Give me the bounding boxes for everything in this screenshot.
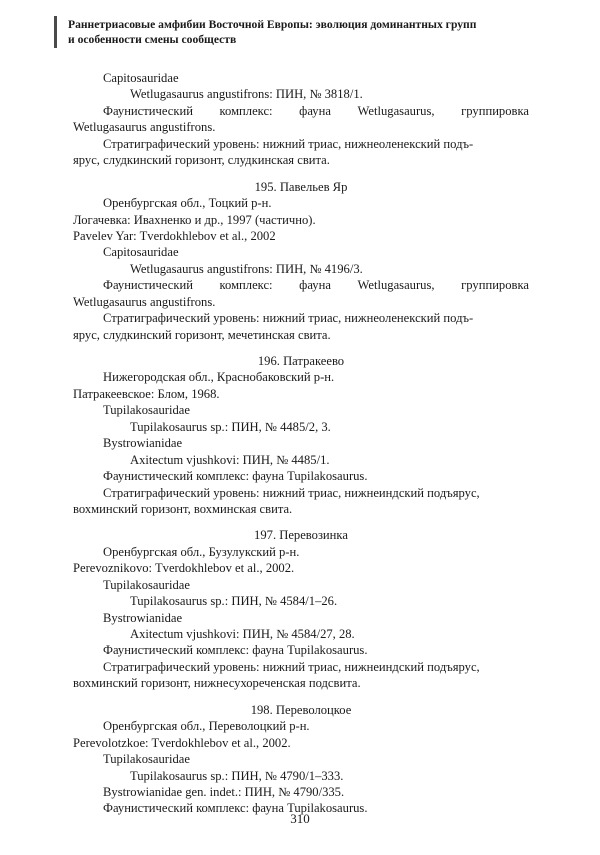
locality-entry-198 [73,702,529,817]
taxon-record: Tupilakosaurus sp.: ПИН, № 4790/1–333. [130,768,344,783]
family-name: Tupilakosauridae [103,752,190,767]
stratigraphic-level: Стратиграфический уровень: нижний триас, нижнеиндский подъярус, [103,659,480,674]
stratigraphic-level-cont: ярус, слудкинский горизонт, слудкинская свита. [73,153,330,168]
family-name: Bystrowianidae [103,610,183,625]
locality-reference: Perevolotzkoe: Tverdokhlebov et al., 2002. [73,735,291,750]
stratigraphic-level: Стратиграфический уровень: нижний триас, нижнеиндский подъярус, [103,485,480,500]
family-name: Capitosauridae [103,71,179,85]
taxon-record: Axitectum vjushkovi: ПИН, № 4584/27, 28. [130,627,355,641]
locality-title: 196. Патракеево [257,354,345,368]
taxon-record: Tupilakosaurus sp.: ПИН, № 4584/1–26. [130,594,338,609]
taxon-record: Tupilakosaurus sp.: ПИН, № 4485/2, 3. [130,419,331,434]
page-number: 310 [290,811,310,826]
stratigraphic-level-cont: ярус, слудкинский горизонт, мечетинская свита. [73,327,331,342]
locality-title: 195. Павельев Яр [254,179,348,194]
locality-title: 197. Перевозинка [254,528,348,543]
locality-entry-195 [73,179,529,343]
faunal-complex: Фаунистический комплекс: фауна Tupilakosaurus. [103,469,368,484]
family-name: Tupilakosauridae [103,577,190,592]
header-rule [54,16,57,48]
locality-reference: Pavelev Yar: Tverdokhlebov et al., 2002 [73,228,276,243]
locality-region: Оренбургская обл., Тоцкий р-н. [103,196,272,211]
locality-region: Нижегородская обл., Краснобаковский р-н. [103,370,335,385]
faunal-complex: Фаунистический комплекс: фауна Wetlugasaurus, группировка [103,278,529,293]
stratigraphic-level-cont: вохминский горизонт, нижнесухореченская подсвита. [73,676,361,691]
stratigraphic-level-cont: вохминский горизонт, вохминская свита. [73,501,293,516]
running-header-line-2: и особенности смены сообществ [68,33,237,46]
running-header-line-1: Раннетриасовые амфибии Восточной Европы: эволюция доминантных групп [68,18,477,31]
taxon-record: Wetlugasaurus angustifrons: ПИН, № 4196/3. [130,261,363,276]
faunal-complex-cont: Wetlugasaurus angustifrons. [73,120,216,135]
locality-reference: Патракеевское: Блом, 1968. [73,386,220,401]
locality-region: Оренбургская обл., Переволоцкий р-н. [103,719,310,734]
faunal-complex: Фаунистический комплекс: фауна Tupilakosaurus. [103,801,368,816]
family-name: Capitosauridae [103,245,179,260]
faunal-complex: Фаунистический комплекс: фауна Tupilakosaurus. [103,643,368,658]
locality-entry-continued [73,70,529,169]
taxon-record: Axitectum vjushkovi: ПИН, № 4485/1. [130,452,330,467]
family-name: Tupilakosauridae [103,403,190,418]
family-name: Bystrowianidae gen. indet.: ПИН, № 4790/335. [103,784,345,799]
locality-entry-197 [73,527,529,691]
locality-entry-196 [73,353,529,517]
locality-reference: Логачевка: Ивахненко и др., 1997 (частично). [73,212,316,227]
faunal-complex-cont: Wetlugasaurus angustifrons. [73,294,216,309]
family-name: Bystrowianidae [103,436,183,451]
faunal-complex: Фаунистический комплекс: фауна Wetlugasaurus, группировка [103,103,529,118]
stratigraphic-level: Стратиграфический уровень: нижний триас, нижнеоленекский подъ- [103,136,474,151]
locality-title: 198. Переволоцкое [250,702,352,717]
locality-reference: Perevoznikovo: Tverdokhlebov et al., 2002. [73,561,295,576]
page-body [73,70,529,817]
stratigraphic-level: Стратиграфический уровень: нижний триас, нижнеоленекский подъ- [103,311,474,326]
running-header [68,17,558,47]
taxon-record: Wetlugasaurus angustifrons: ПИН, № 3818/1. [130,87,363,102]
locality-region: Оренбургская обл., Бузулукский р-н. [103,544,300,559]
